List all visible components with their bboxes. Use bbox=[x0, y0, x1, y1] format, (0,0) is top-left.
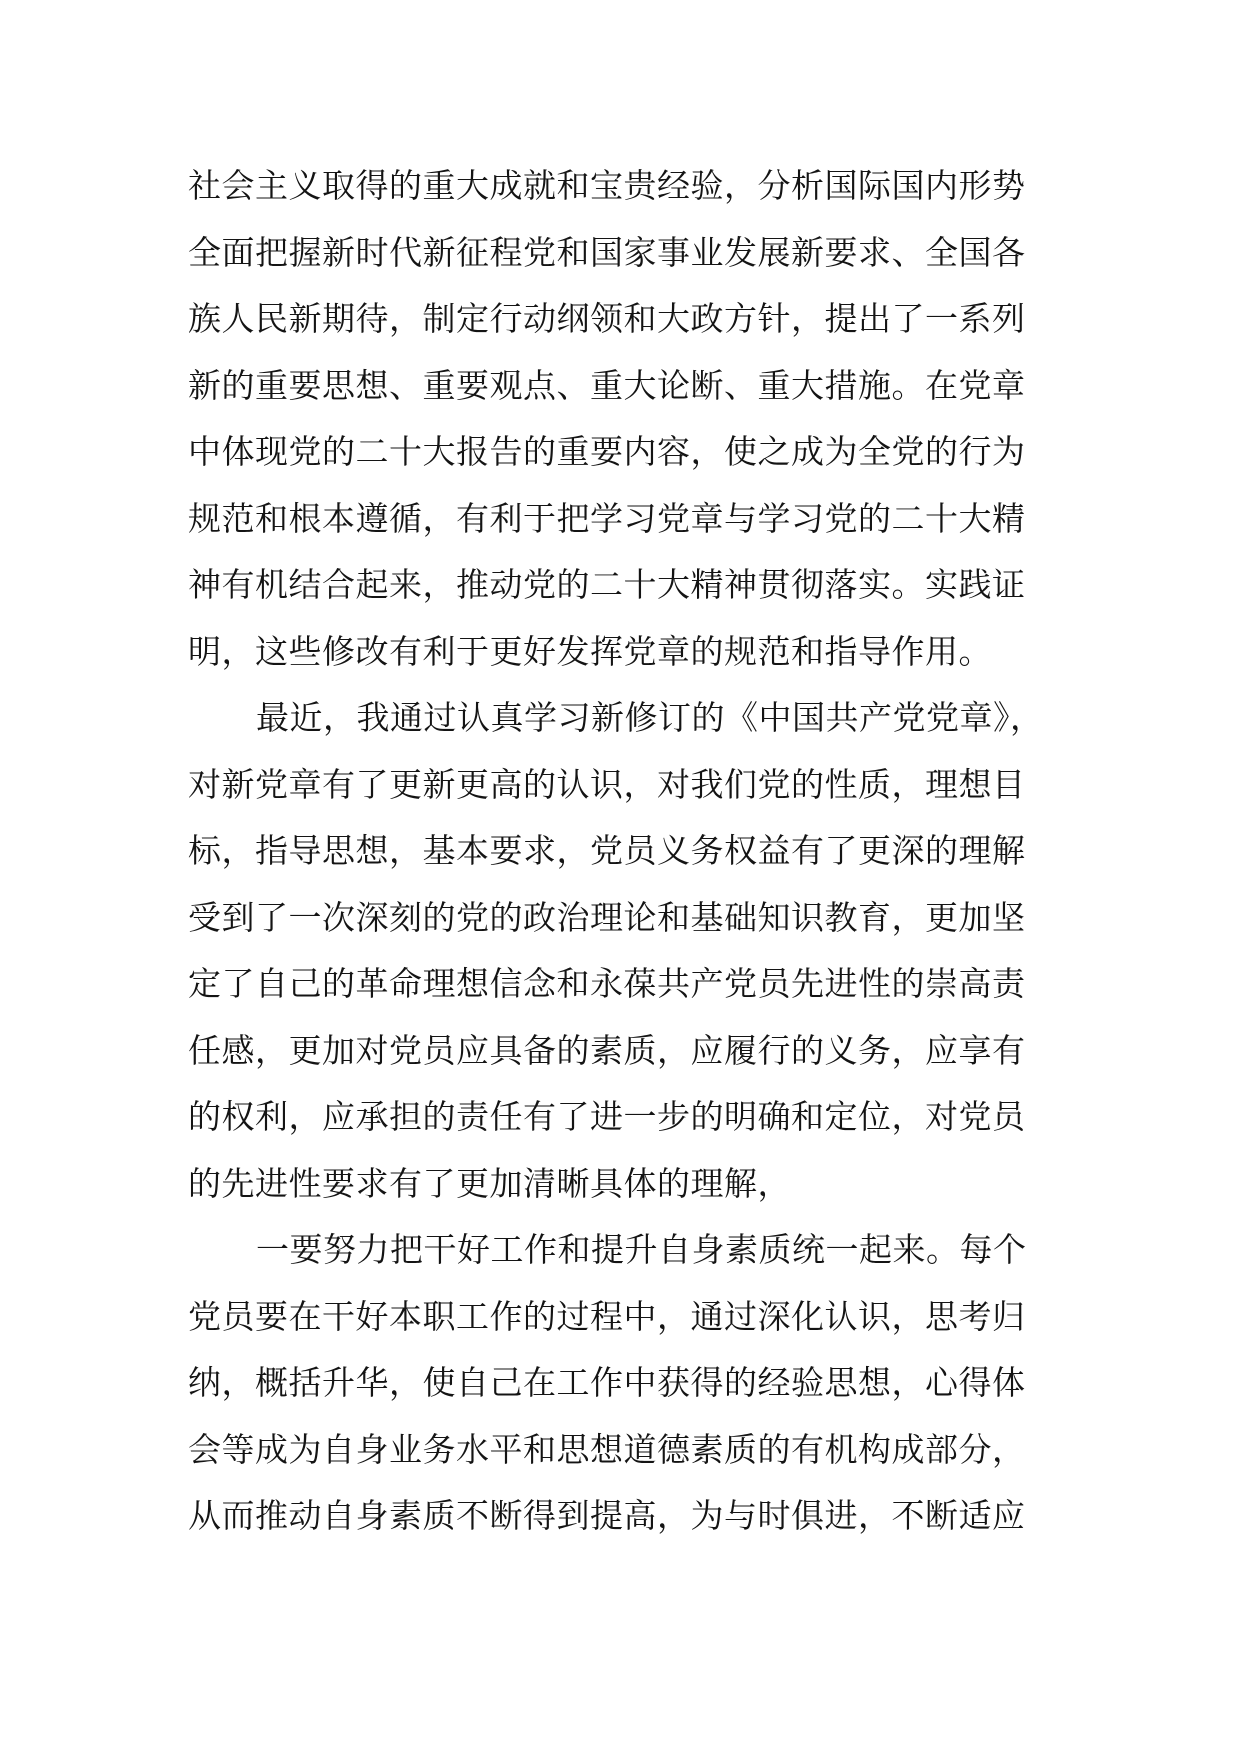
paragraph-start-line: 最近，我通过认真学习新修订的《中国共产党党章》， bbox=[256, 698, 1044, 737]
text-line: 社会主义取得的重大成就和宝贵经验，分析国际国内形势 bbox=[188, 166, 1026, 205]
text-line: 受到了一次深刻的党的政治理论和基础知识教育，更加坚 bbox=[188, 897, 1026, 937]
text-line: 定了自己的革命理想信念和永葆共产党员先进性的崇高责 bbox=[188, 964, 1026, 1003]
text-line: 明，这些修改有利于更好发挥党章的规范和指导作用。 bbox=[188, 631, 992, 671]
text-line: 纳，概括升华，使自己在工作中获得的经验思想，心得体 bbox=[188, 1363, 1026, 1402]
text-line: 全面把握新时代新征程党和国家事业发展新要求、全国各 bbox=[188, 232, 1026, 272]
text-line: 从而推动自身素质不断得到提高，为与时俱进，不断适应 bbox=[188, 1496, 1026, 1535]
text-line: 标，指导思想，基本要求，党员义务权益有了更深的理解 bbox=[188, 831, 1026, 870]
text-line: 规范和根本遵循，有利于把学习党章与学习党的二十大精 bbox=[188, 498, 1026, 538]
text-line: 新的重要思想、重要观点、重大论断、重大措施。在党章 bbox=[188, 365, 1026, 405]
text-line: 党员要在干好本职工作的过程中，通过深化认识，思考归 bbox=[188, 1296, 1026, 1336]
document-body bbox=[188, 153, 1068, 1550]
text-line: 会等成为自身业务水平和思想道德素质的有机构成部分， bbox=[188, 1429, 1026, 1469]
paragraph-start-line: 一要努力把干好工作和提升自身素质统一起来。每个 bbox=[256, 1230, 1027, 1269]
text-line: 对新党章有了更新更高的认识，对我们党的性质，理想目 bbox=[188, 764, 1026, 804]
text-line: 的先进性要求有了更加清晰具体的理解， bbox=[188, 1163, 791, 1203]
text-line: 的权利，应承担的责任有了进一步的明确和定位，对党员 bbox=[188, 1097, 1026, 1136]
text-line: 中体现党的二十大报告的重要内容，使之成为全党的行为 bbox=[188, 432, 1026, 471]
text-line: 任感，更加对党员应具备的素质，应履行的义务，应享有 bbox=[188, 1030, 1026, 1070]
text-line: 族人民新期待，制定行动纲领和大政方针，提出了一系列 bbox=[188, 299, 1026, 338]
text-line: 神有机结合起来，推动党的二十大精神贯彻落实。实践证 bbox=[188, 565, 1026, 604]
